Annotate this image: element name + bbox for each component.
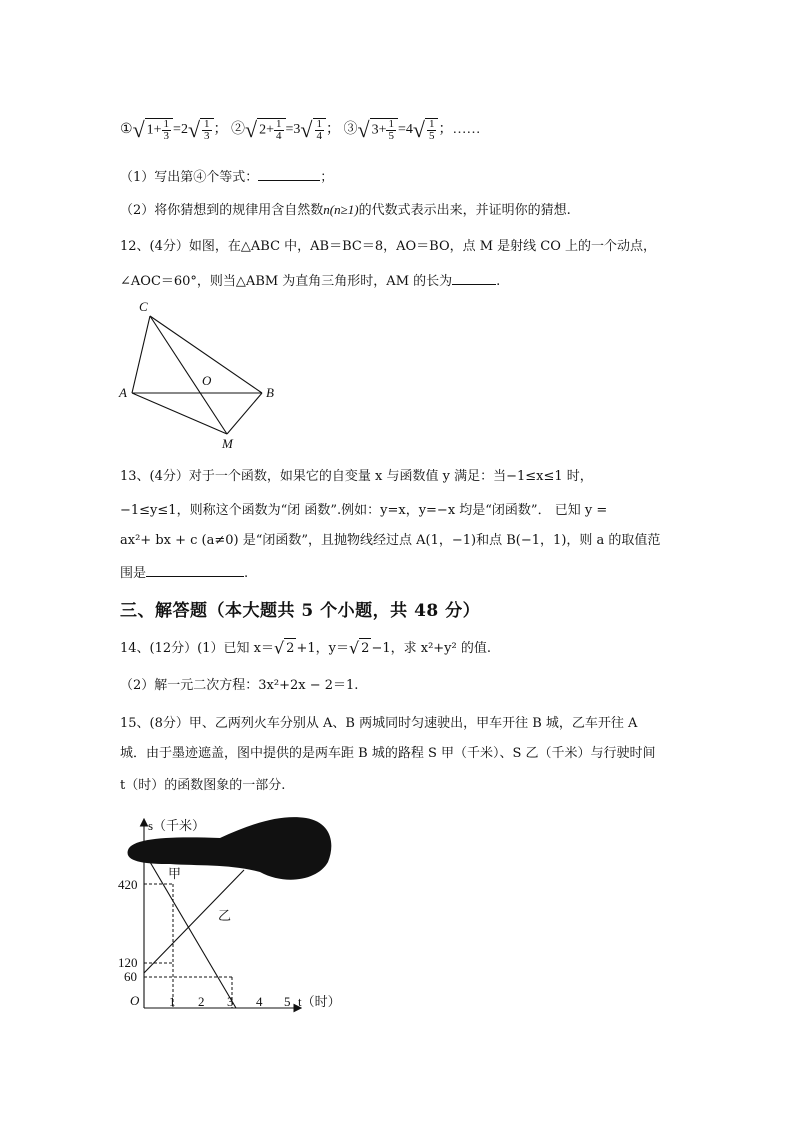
eq2-marker: ②	[231, 122, 246, 138]
eq3-marker: ③	[343, 122, 358, 138]
q15-line1: 15、(8分）甲、乙两列火车分别从 A、B 两城同时匀速驶出，甲车开往 B 城，乙车开往 A	[120, 716, 638, 731]
series-jia-line	[150, 862, 236, 1008]
answer-blank[interactable]	[146, 562, 244, 577]
eq1-lhs: 1+ $\frac{1}{3}$	[145, 118, 173, 142]
radical-sign: √	[132, 117, 145, 142]
label-C: C	[139, 299, 148, 314]
eq2-rhs: $\frac{1}{4}$	[313, 118, 327, 142]
eq3-rhs: $\frac{1}{5}$	[425, 118, 439, 142]
label-M: M	[222, 436, 233, 451]
sub2-line: （2）将你猜想到的规律用含自然数n(n≥1)的代数式表示出来，并证明你的猜想.	[120, 202, 571, 218]
x-tick-5: 5	[284, 994, 291, 1009]
intro-equations: ①√ 1+ $\frac{1}{3}$ =2√ $\frac{1}{3}$ ； ②√ 2+ $\frac{1}{4}$ =3√ $\frac{1}{4}$ ； ③√ 3+ $\frac{1}{5}$ =4√ $\frac{1}{5}$ ；……	[120, 117, 481, 142]
q14-line2: （2）解一元二次方程：3x²+2x − 2＝1.	[120, 678, 359, 693]
eq1-rhs: $\frac{1}{3}$	[200, 118, 214, 142]
answer-blank[interactable]	[258, 166, 320, 181]
y-tick-120: 120	[118, 955, 138, 970]
distance-time-graph	[110, 812, 360, 1022]
y-tick-420: 420	[118, 877, 138, 892]
q15-line2: 城．由于墨迹遮盖，图中提供的是两车距 B 城的路程 S 甲（千米）、S 乙（千米）与行驶时间	[120, 746, 656, 761]
q13-line4: 围是 .	[120, 562, 248, 584]
section-heading: 三、解答题（本大题共 5 个小题，共 48 分）	[120, 601, 481, 621]
triangle-figure	[110, 296, 290, 456]
q14-line1: 14、(12分）(1）已知 x＝√ 2 +1，y＝√ 2 −1，求 x²+y² 的值.	[120, 638, 492, 658]
label-A: A	[119, 385, 127, 400]
eq1-marker: ①	[120, 122, 133, 138]
answer-blank[interactable]	[452, 270, 496, 285]
segment-CM	[150, 316, 227, 434]
q13-line1: 13、(4分）对于一个函数，如果它的自变量 x 与函数值 y 满足：当−1≤x≤1 时，	[120, 469, 593, 484]
segment-BM	[227, 393, 262, 434]
q15-line3: t（时）的函数图象的一部分.	[120, 778, 286, 793]
y-axis-label: s（千米）	[148, 818, 206, 833]
label-O: O	[202, 373, 212, 388]
q12-line2: ∠AOC＝60°，则当△ABM 为直角三角形时，AM 的长为 .	[120, 270, 500, 292]
segment-AM	[132, 393, 227, 434]
x-axis-label: t（时）	[298, 994, 341, 1009]
label-B: B	[266, 385, 274, 400]
series-jia-label: 甲	[168, 866, 182, 881]
q12-line1: 12、(4分）如图，在△ABC 中，AB＝BC＝8，AO＝BO，点 M 是射线 CO 上的一个动点，	[120, 239, 657, 254]
eq2-lhs: 2+ $\frac{1}{4}$	[257, 118, 285, 142]
eq3-lhs: 3+ $\frac{1}{5}$	[370, 118, 398, 142]
x-tick-3: 3	[227, 994, 234, 1009]
sub1-line: （1）写出第④个等式： ；	[120, 166, 333, 188]
q13-line2: −1≤y≤1，则称这个函数为“闭 函数”.例如：y=x，y=−x 均是“闭函数”． 已知 y =	[120, 503, 608, 518]
x-tick-4: 4	[256, 994, 263, 1009]
y-tick-60: 60	[124, 969, 137, 984]
q13-line3: ax²+ bx + c (a≠0) 是“闭函数”，且抛物线经过点 A(1，−1)和点 B(−1，1)，则 a 的取值范	[120, 533, 661, 548]
segment-CA	[132, 316, 150, 393]
series-yi-label: 乙	[218, 908, 232, 923]
x-tick-2: 2	[198, 994, 205, 1009]
x-tick-1: 1	[169, 994, 176, 1009]
origin-label: O	[130, 993, 140, 1008]
